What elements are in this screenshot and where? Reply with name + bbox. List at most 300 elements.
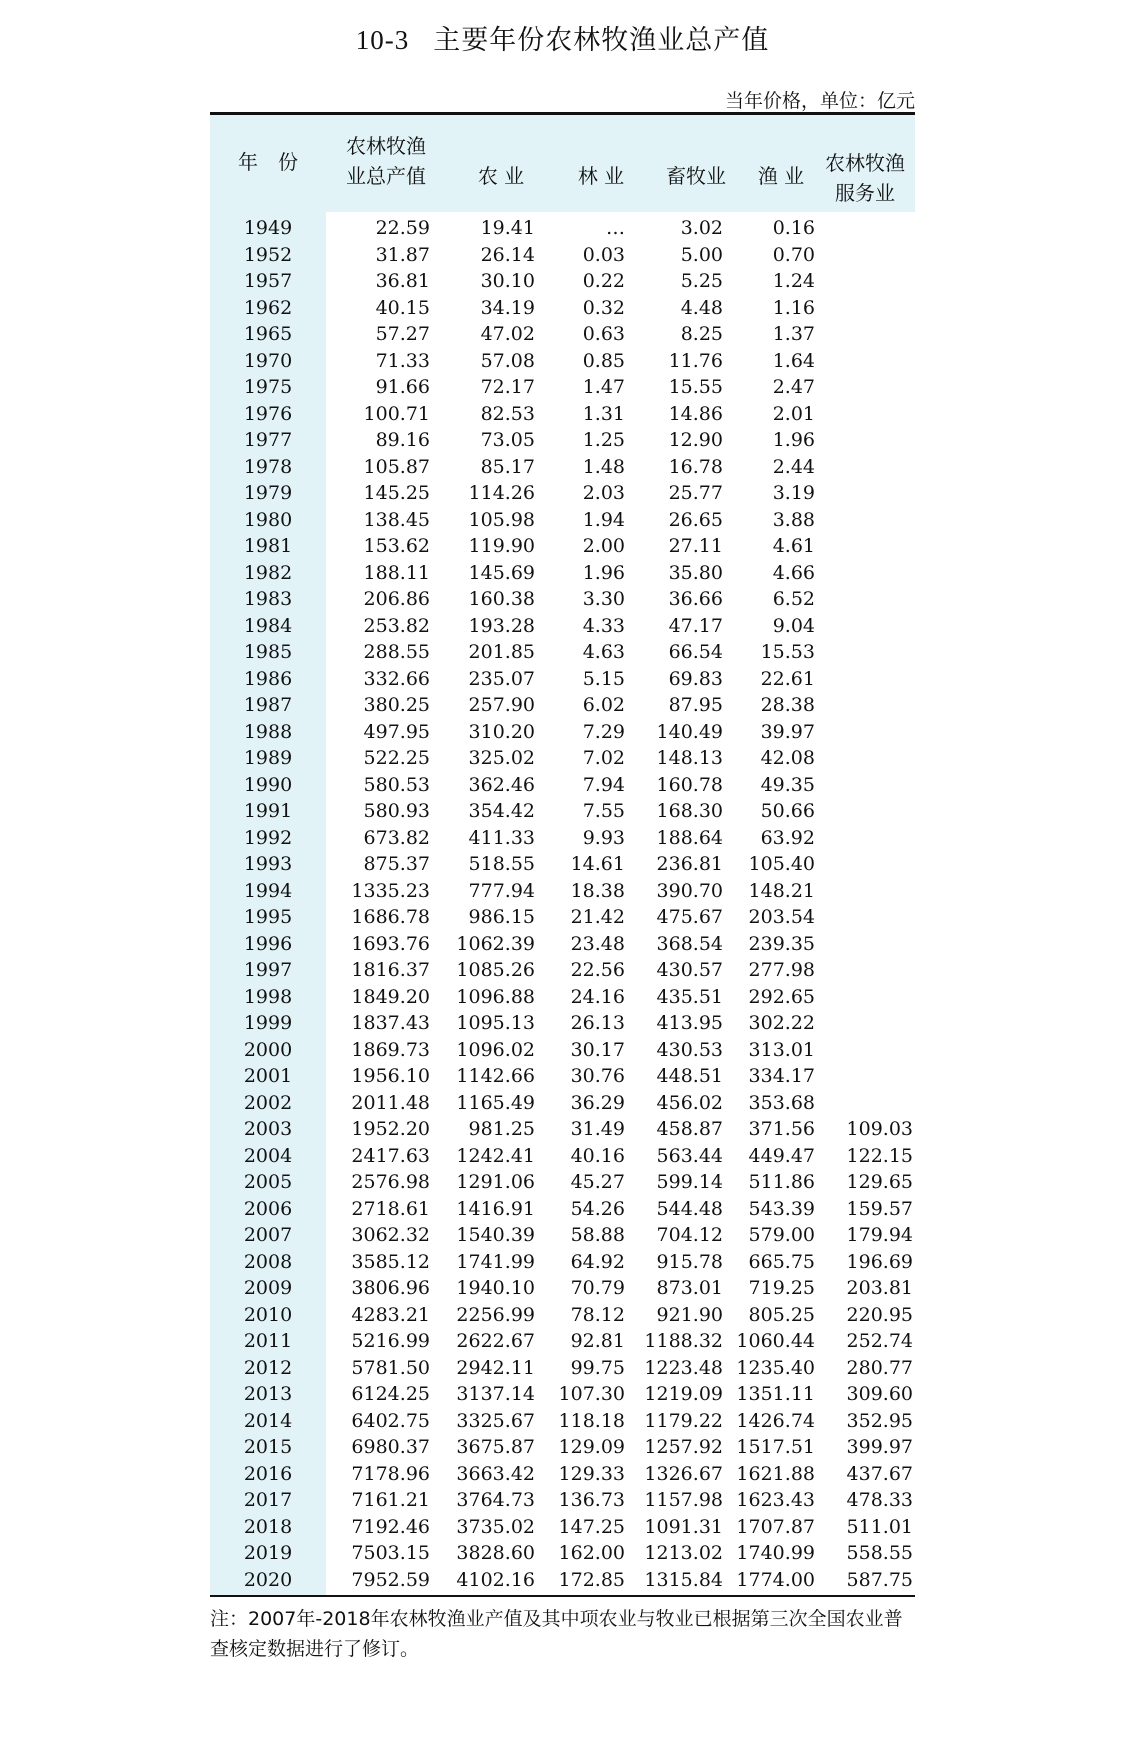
cell-total: 6980.37 xyxy=(351,1436,430,1458)
table-row xyxy=(210,1567,915,1594)
cell-agri: 3325.67 xyxy=(456,1409,535,1432)
cell-agri: 3675.87 xyxy=(456,1436,535,1458)
cell-animal: 456.02 xyxy=(656,1091,723,1114)
cell-animal: 66.54 xyxy=(668,641,723,663)
table-row xyxy=(210,374,915,401)
cell-forestry: 162.00 xyxy=(558,1542,625,1564)
cell-year: 1970 xyxy=(243,349,293,372)
cell-fishery: 2.47 xyxy=(772,376,815,398)
header-forestry: 林 业 xyxy=(577,164,625,188)
table-row xyxy=(210,427,915,454)
cell-year: 1993 xyxy=(243,853,293,875)
cell-agri: 518.55 xyxy=(468,853,535,875)
cell-animal: 140.49 xyxy=(656,720,723,743)
cell-fishery: 28.38 xyxy=(760,694,815,716)
cell-year: 1984 xyxy=(243,614,293,637)
cell-total: 1956.10 xyxy=(351,1065,430,1087)
cell-year: 2008 xyxy=(243,1250,293,1273)
cell-agri: 981.25 xyxy=(468,1118,535,1140)
cell-year: 1952 xyxy=(243,243,293,266)
cell-agri: 1940.10 xyxy=(456,1277,535,1299)
cell-fishery: 49.35 xyxy=(760,773,815,796)
cell-animal: 160.78 xyxy=(656,773,723,796)
cell-forestry: 21.42 xyxy=(570,906,625,928)
cell-total: 1869.73 xyxy=(351,1038,430,1061)
cell-service: 252.74 xyxy=(846,1330,913,1352)
table-row xyxy=(210,772,915,799)
cell-total: 36.81 xyxy=(375,270,430,292)
cell-fishery: 805.25 xyxy=(748,1303,815,1326)
cell-agri: 354.42 xyxy=(468,800,535,822)
cell-total: 188.11 xyxy=(363,561,430,584)
table-row xyxy=(210,984,915,1011)
cell-total: 89.16 xyxy=(375,429,430,451)
table-row xyxy=(210,639,915,666)
cell-forestry: 54.26 xyxy=(570,1197,625,1220)
cell-agri: 362.46 xyxy=(468,773,535,796)
table-row xyxy=(210,666,915,693)
unit-label: 当年价格，单位：亿元 xyxy=(724,90,915,112)
cell-year: 1985 xyxy=(243,641,293,663)
cell-animal: 5.00 xyxy=(680,243,723,266)
cell-service: 478.33 xyxy=(846,1489,913,1511)
cell-year: 2013 xyxy=(243,1383,293,1405)
cell-forestry: 4.33 xyxy=(582,614,625,637)
cell-year: 1949 xyxy=(243,217,293,239)
cell-service: 399.97 xyxy=(846,1436,913,1458)
cell-total: 100.71 xyxy=(363,402,430,425)
cell-year: 1965 xyxy=(243,323,293,345)
cell-year: 1997 xyxy=(243,959,293,981)
cell-forestry: 23.48 xyxy=(570,932,625,955)
cell-service: 558.55 xyxy=(846,1542,913,1564)
cell-total: 3806.96 xyxy=(351,1277,430,1299)
cell-fishery: 511.86 xyxy=(748,1171,815,1193)
table-row xyxy=(210,268,915,295)
cell-year: 2010 xyxy=(243,1303,293,1326)
cell-fishery: 0.70 xyxy=(772,243,815,266)
cell-year: 2004 xyxy=(243,1144,293,1167)
footnote: 注：2007年-2018年农林牧渔业产值及其中项农业与牧业已根据第三次全国农业普查核定数据进行了修订。 xyxy=(210,1608,903,1660)
cell-fishery: 1351.11 xyxy=(736,1383,815,1405)
table-row xyxy=(210,1116,915,1143)
table-row xyxy=(210,851,915,878)
cell-agri: 1096.02 xyxy=(456,1038,535,1061)
cell-total: 1686.78 xyxy=(351,906,430,928)
cell-agri: 1242.41 xyxy=(456,1144,535,1167)
cell-year: 1983 xyxy=(243,588,293,610)
cell-forestry: 3.30 xyxy=(582,588,625,610)
cell-year: 2015 xyxy=(243,1436,293,1458)
table-row xyxy=(210,957,915,984)
cell-forestry: 7.29 xyxy=(582,720,625,743)
cell-animal: 15.55 xyxy=(668,376,723,398)
table-row xyxy=(210,904,915,931)
table-row xyxy=(210,321,915,348)
cell-year: 1962 xyxy=(243,296,293,319)
table-row xyxy=(210,507,915,534)
cell-year: 1992 xyxy=(243,826,293,849)
cell-fishery: 1.16 xyxy=(772,296,815,319)
cell-year: 1996 xyxy=(243,932,293,955)
cell-forestry: 107.30 xyxy=(558,1383,625,1405)
cell-service: 309.60 xyxy=(846,1383,913,1405)
cell-animal: 915.78 xyxy=(656,1250,723,1273)
cell-forestry: 0.22 xyxy=(582,270,625,292)
cell-fishery: 579.00 xyxy=(748,1224,815,1246)
cell-year: 2000 xyxy=(243,1038,293,1061)
cell-fishery: 22.61 xyxy=(760,667,815,690)
cell-forestry: 1.48 xyxy=(582,455,625,478)
header-service: 农林牧渔 服务业 xyxy=(825,151,905,205)
cell-forestry: 1.96 xyxy=(582,561,625,584)
cell-agri: 1165.49 xyxy=(456,1091,535,1114)
cell-agri: 3137.14 xyxy=(456,1383,535,1405)
cell-agri: 1062.39 xyxy=(456,932,535,955)
cell-fishery: 2.44 xyxy=(772,455,815,478)
cell-fishery: 203.54 xyxy=(748,906,815,928)
cell-agri: 2622.67 xyxy=(456,1330,535,1352)
cell-total: 522.25 xyxy=(363,747,430,769)
cell-animal: 873.01 xyxy=(656,1277,723,1299)
cell-animal: 26.65 xyxy=(668,508,723,531)
cell-fishery: 148.21 xyxy=(748,879,815,902)
cell-forestry: 5.15 xyxy=(582,667,625,690)
cell-animal: 1257.92 xyxy=(644,1436,723,1458)
cell-animal: 448.51 xyxy=(656,1065,723,1087)
cell-agri: 160.38 xyxy=(468,588,535,610)
cell-forestry: 70.79 xyxy=(570,1277,625,1299)
cell-total: 105.87 xyxy=(363,455,430,478)
header-total: 农林牧渔 业总产值 xyxy=(346,134,426,188)
cell-total: 288.55 xyxy=(363,641,430,663)
cell-total: 40.15 xyxy=(375,296,430,319)
cell-year: 2019 xyxy=(243,1542,293,1564)
cell-animal: 3.02 xyxy=(680,217,723,239)
cell-agri: 1741.99 xyxy=(456,1250,535,1273)
cell-service: 437.67 xyxy=(846,1462,913,1485)
cell-total: 4283.21 xyxy=(351,1303,430,1326)
cell-fishery: 277.98 xyxy=(748,959,815,981)
cell-total: 1837.43 xyxy=(351,1012,430,1034)
cell-fishery: 449.47 xyxy=(748,1144,815,1167)
table-row xyxy=(210,533,915,560)
cell-total: 497.95 xyxy=(363,720,430,743)
cell-forestry: 22.56 xyxy=(570,959,625,981)
cell-service: 179.94 xyxy=(846,1224,913,1246)
cell-year: 1977 xyxy=(243,429,293,451)
cell-fishery: 1621.88 xyxy=(736,1462,815,1485)
cell-fishery: 1774.00 xyxy=(736,1568,815,1591)
cell-fishery: 292.65 xyxy=(748,985,815,1008)
cell-total: 91.66 xyxy=(375,376,430,398)
cell-forestry: 172.85 xyxy=(558,1568,625,1591)
cell-forestry: 0.32 xyxy=(582,296,625,319)
cell-year: 1982 xyxy=(243,561,293,584)
cell-forestry: 45.27 xyxy=(570,1171,625,1193)
cell-year: 2002 xyxy=(243,1091,293,1114)
cell-total: 31.87 xyxy=(375,243,430,266)
cell-fishery: 2.01 xyxy=(772,402,815,425)
cell-forestry: 129.33 xyxy=(558,1462,625,1485)
table-row xyxy=(210,586,915,613)
cell-total: 332.66 xyxy=(363,667,430,690)
cell-agri: 2942.11 xyxy=(456,1356,535,1379)
cell-fishery: 1060.44 xyxy=(736,1330,815,1352)
cell-forestry: 14.61 xyxy=(570,853,625,875)
cell-year: 2016 xyxy=(243,1462,293,1485)
cell-year: 2005 xyxy=(243,1171,293,1193)
cell-fishery: 313.01 xyxy=(748,1038,815,1061)
cell-total: 1335.23 xyxy=(351,879,430,902)
cell-agri: 1540.39 xyxy=(456,1224,535,1246)
cell-animal: 87.95 xyxy=(668,694,723,716)
cell-agri: 257.90 xyxy=(468,694,535,716)
table-row xyxy=(210,1434,915,1461)
cell-year: 1994 xyxy=(243,879,293,902)
cell-total: 580.53 xyxy=(363,773,430,796)
table-row xyxy=(210,1196,915,1223)
cell-forestry: 7.02 xyxy=(582,747,625,769)
cell-agri: 310.20 xyxy=(468,720,535,743)
cell-agri: 34.19 xyxy=(480,296,535,319)
cell-fishery: 1707.87 xyxy=(736,1515,815,1538)
page-title xyxy=(0,18,1125,57)
cell-animal: 458.87 xyxy=(656,1118,723,1140)
cell-fishery: 371.56 xyxy=(748,1118,815,1140)
cell-total: 6124.25 xyxy=(351,1383,430,1405)
cell-total: 6402.75 xyxy=(351,1409,430,1432)
table-row xyxy=(210,454,915,481)
cell-forestry: 30.17 xyxy=(570,1038,625,1061)
table-row xyxy=(210,613,915,640)
cell-fishery: 1.96 xyxy=(772,429,815,451)
cell-total: 3062.32 xyxy=(351,1224,430,1246)
cell-animal: 1326.67 xyxy=(644,1462,723,1485)
table-row xyxy=(210,1090,915,1117)
cell-animal: 1213.02 xyxy=(644,1542,723,1564)
table-row xyxy=(210,295,915,322)
cell-animal: 475.67 xyxy=(656,906,723,928)
header-agriculture: 农 业 xyxy=(477,164,525,188)
cell-agri: 85.17 xyxy=(480,455,535,478)
cell-forestry: 36.29 xyxy=(570,1091,625,1114)
table-header xyxy=(210,115,915,212)
cell-total: 1952.20 xyxy=(351,1118,430,1140)
cell-forestry: 1.94 xyxy=(582,508,625,531)
cell-animal: 921.90 xyxy=(656,1303,723,1326)
cell-fishery: 6.52 xyxy=(772,588,815,610)
cell-animal: 1219.09 xyxy=(644,1383,723,1405)
table-row xyxy=(210,692,915,719)
cell-total: 145.25 xyxy=(363,482,430,504)
table-row xyxy=(210,1514,915,1541)
cell-year: 1976 xyxy=(243,402,293,425)
cell-agri: 145.69 xyxy=(468,561,535,584)
header-animal-husbandry: 畜牧业 xyxy=(666,164,726,188)
cell-fishery: 3.88 xyxy=(772,508,815,531)
cell-year: 1979 xyxy=(243,482,293,504)
cell-animal: 1188.32 xyxy=(644,1330,723,1352)
table-row xyxy=(210,1275,915,1302)
cell-service: 220.95 xyxy=(846,1303,913,1326)
cell-total: 206.86 xyxy=(363,588,430,610)
cell-forestry: 136.73 xyxy=(558,1489,625,1511)
cell-total: 7503.15 xyxy=(351,1542,430,1564)
cell-forestry: 24.16 xyxy=(570,985,625,1008)
table-number: 10-3 xyxy=(355,25,410,55)
cell-total: 153.62 xyxy=(363,535,430,557)
cell-fishery: 50.66 xyxy=(760,800,815,822)
cell-animal: 8.25 xyxy=(680,323,723,345)
cell-service: 280.77 xyxy=(846,1356,913,1379)
cell-year: 1980 xyxy=(243,508,293,531)
cell-animal: 390.70 xyxy=(656,879,723,902)
cell-forestry: 99.75 xyxy=(570,1356,625,1379)
cell-animal: 544.48 xyxy=(656,1197,723,1220)
cell-forestry: 147.25 xyxy=(558,1515,625,1538)
table-row xyxy=(210,1010,915,1037)
cell-year: 1981 xyxy=(243,535,293,557)
table-row xyxy=(210,1355,915,1382)
table-row xyxy=(210,745,915,772)
cell-total: 2576.98 xyxy=(351,1171,430,1193)
cell-agri: 119.90 xyxy=(468,535,535,557)
cell-agri: 201.85 xyxy=(468,641,535,663)
table-body xyxy=(210,215,915,1593)
cell-animal: 14.86 xyxy=(668,402,723,425)
cell-forestry: 30.76 xyxy=(570,1065,625,1087)
cell-agri: 3764.73 xyxy=(456,1489,535,1511)
cell-service: 129.65 xyxy=(846,1171,913,1193)
cell-fishery: 42.08 xyxy=(760,747,815,769)
cell-forestry: 92.81 xyxy=(570,1330,625,1352)
cell-forestry: 58.88 xyxy=(570,1224,625,1246)
cell-year: 2007 xyxy=(243,1224,293,1246)
cell-total: 580.93 xyxy=(363,800,430,822)
cell-service: 587.75 xyxy=(846,1568,913,1591)
cell-forestry: 7.55 xyxy=(582,800,625,822)
cell-fishery: 39.97 xyxy=(760,720,815,743)
cell-animal: 1223.48 xyxy=(644,1356,723,1379)
cell-total: 7952.59 xyxy=(351,1568,430,1591)
cell-forestry: 2.03 xyxy=(582,482,625,504)
cell-forestry: 9.93 xyxy=(582,826,625,849)
cell-agri: 4102.16 xyxy=(456,1568,535,1591)
cell-year: 1975 xyxy=(243,376,293,398)
cell-agri: 114.26 xyxy=(468,482,535,504)
cell-year: 1988 xyxy=(243,720,293,743)
cell-animal: 12.90 xyxy=(668,429,723,451)
table-row xyxy=(210,1037,915,1064)
cell-fishery: 1517.51 xyxy=(736,1436,815,1458)
table-row xyxy=(210,242,915,269)
table-row xyxy=(210,1249,915,1276)
header-fishery: 渔 业 xyxy=(757,164,805,188)
cell-total: 673.82 xyxy=(363,826,430,849)
cell-animal: 236.81 xyxy=(656,853,723,875)
cell-service: 352.95 xyxy=(846,1409,913,1432)
cell-total: 5781.50 xyxy=(351,1356,430,1379)
cell-total: 1693.76 xyxy=(351,932,430,955)
cell-forestry: 1.25 xyxy=(582,429,625,451)
cell-agri: 1095.13 xyxy=(456,1012,535,1034)
cell-animal: 704.12 xyxy=(656,1224,723,1246)
cell-year: 2001 xyxy=(243,1065,293,1087)
cell-year: 1989 xyxy=(243,747,293,769)
cell-total: 7161.21 xyxy=(351,1489,430,1511)
cell-total: 1849.20 xyxy=(351,985,430,1008)
cell-forestry: 0.03 xyxy=(582,243,625,266)
table-row xyxy=(210,401,915,428)
table-title: 主要年份农林牧渔业总产值 xyxy=(433,25,770,56)
cell-agri: 73.05 xyxy=(480,429,535,451)
cell-forestry: 118.18 xyxy=(558,1409,625,1432)
cell-year: 2018 xyxy=(243,1515,293,1538)
cell-total: 138.45 xyxy=(363,508,430,531)
cell-animal: 1179.22 xyxy=(644,1409,723,1432)
cell-fishery: 1623.43 xyxy=(736,1489,815,1511)
cell-year: 2017 xyxy=(243,1489,293,1511)
cell-animal: 168.30 xyxy=(656,800,723,822)
cell-forestry: 1.47 xyxy=(582,376,625,398)
cell-animal: 47.17 xyxy=(668,614,723,637)
cell-agri: 986.15 xyxy=(468,906,535,928)
table-row xyxy=(210,1328,915,1355)
cell-fishery: 1.37 xyxy=(772,323,815,345)
cell-year: 2009 xyxy=(243,1277,293,1299)
cell-total: 57.27 xyxy=(375,323,430,345)
cell-forestry: 18.38 xyxy=(570,879,625,902)
cell-animal: 599.14 xyxy=(656,1171,723,1193)
cell-year: 1999 xyxy=(243,1012,293,1034)
cell-animal: 4.48 xyxy=(680,296,723,319)
cell-service: 109.03 xyxy=(846,1118,913,1140)
cell-animal: 1091.31 xyxy=(644,1515,723,1538)
cell-agri: 82.53 xyxy=(480,402,535,425)
cell-animal: 25.77 xyxy=(668,482,723,504)
table-row xyxy=(210,1143,915,1170)
table-row xyxy=(210,215,915,242)
cell-total: 22.59 xyxy=(375,217,430,239)
cell-animal: 435.51 xyxy=(656,985,723,1008)
cell-forestry: … xyxy=(606,217,625,239)
cell-forestry: 4.63 xyxy=(582,641,625,663)
table-row xyxy=(210,1169,915,1196)
cell-forestry: 26.13 xyxy=(570,1012,625,1034)
cell-animal: 430.57 xyxy=(656,959,723,981)
cell-fishery: 1426.74 xyxy=(736,1409,815,1432)
cell-agri: 1142.66 xyxy=(456,1065,535,1087)
cell-animal: 148.13 xyxy=(656,747,723,769)
cell-year: 2011 xyxy=(243,1330,293,1352)
cell-agri: 26.14 xyxy=(480,243,535,266)
cell-year: 2006 xyxy=(243,1197,293,1220)
cell-fishery: 1.24 xyxy=(772,270,815,292)
table-row xyxy=(210,1408,915,1435)
cell-service: 122.15 xyxy=(846,1144,913,1167)
table-row xyxy=(210,1302,915,1329)
cell-agri: 325.02 xyxy=(468,747,535,769)
cell-fishery: 1.64 xyxy=(772,349,815,372)
cell-agri: 3663.42 xyxy=(456,1462,535,1485)
table-row xyxy=(210,480,915,507)
cell-agri: 57.08 xyxy=(480,349,535,372)
cell-fishery: 239.35 xyxy=(748,932,815,955)
cell-year: 2003 xyxy=(243,1118,293,1140)
cell-year: 1990 xyxy=(243,773,293,796)
cell-year: 2012 xyxy=(243,1356,293,1379)
